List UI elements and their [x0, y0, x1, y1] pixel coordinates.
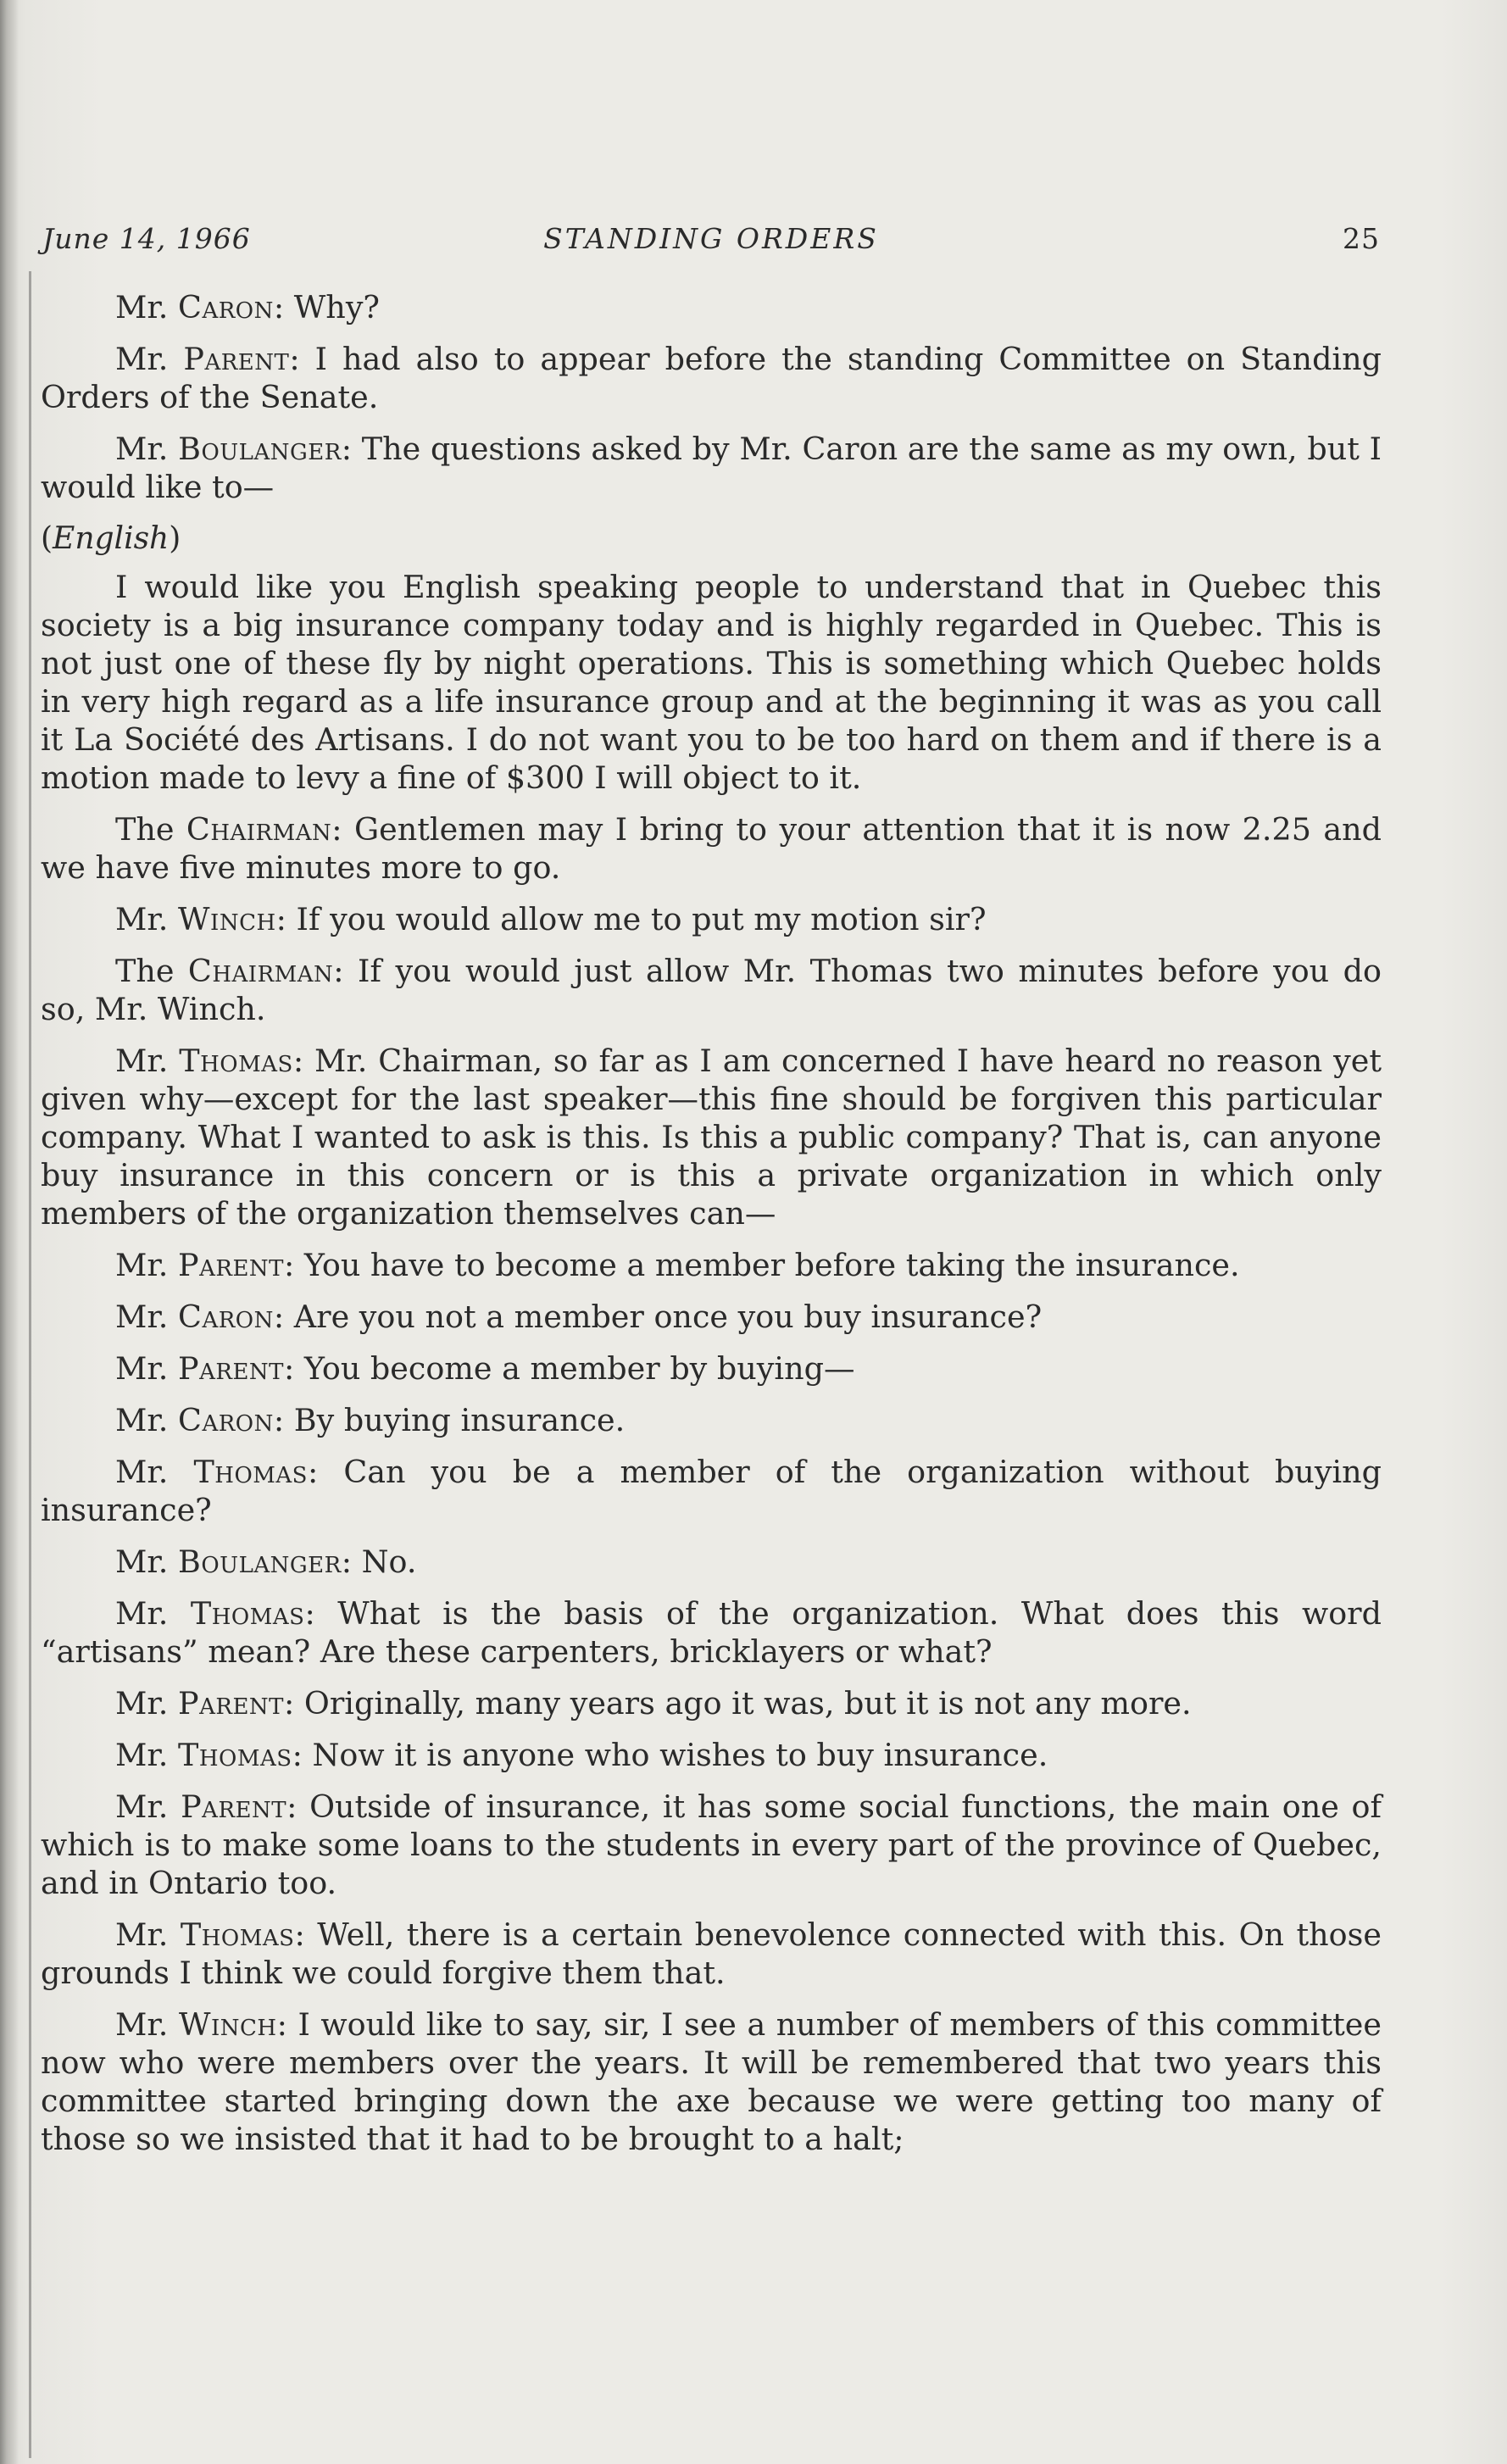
speaker-title: Mr.	[115, 341, 184, 377]
speaker-name: Parent	[178, 1247, 285, 1283]
speech-text: : If you would just allow Mr. Thomas two minutes before you do so, Mr. Winch.	[41, 953, 1382, 1027]
speaker-title: Mr.	[115, 431, 179, 467]
speaker-title: Mr.	[115, 1543, 179, 1580]
speaker-title: The	[115, 811, 186, 848]
speech-text: : No.	[341, 1543, 417, 1580]
transcript-paragraph	[41, 1594, 1382, 1671]
transcript-paragraph	[41, 1298, 1382, 1336]
transcript-paragraph	[41, 952, 1382, 1028]
transcript-paragraph	[41, 1684, 1382, 1722]
transcript-paragraph	[41, 2005, 1382, 2158]
speech-text: I would like you English speaking people to understand that in Quebec this society is a big insurance company today and is highly regarded in Quebec. This is not just one of these fly by night operations. This is something which Quebec holds in very high regard as a life insurance group and at the beginning it was as you call it La Société des Artisans. I do not want you to be too hard on them and if there is a motion made to levy a fine of $300 I will object to it.	[41, 569, 1382, 796]
speech-text: : I would like to say, sir, I see a number of members of this committee now who were members over the years. It will be remembered that two years this committee started bringing down the axe because we were getting too many of those so we insisted that it had to be brought to a halt;	[41, 2006, 1382, 2157]
speaker-title: Mr.	[115, 1402, 179, 1438]
speech-text: : I had also to appear before the standing Committee on Standing Orders of the Senate.	[41, 341, 1382, 415]
speaker-title: Mr.	[115, 1247, 179, 1283]
speaker-title: Mr.	[115, 1350, 179, 1387]
transcript-paragraph	[41, 1788, 1382, 1902]
header-title: STANDING ORDERS	[543, 222, 879, 255]
speaker-name: Parent	[181, 1788, 287, 1825]
speaker-title: Mr.	[115, 1685, 179, 1721]
speaker-name: Parent	[183, 341, 290, 377]
speaker-title: Mr.	[115, 1043, 180, 1079]
speaker-name: Chairman	[187, 953, 334, 989]
speech-text: : If you would allow me to put my motion sir?	[275, 901, 987, 937]
speaker-name: Parent	[178, 1350, 285, 1387]
speaker-title: The	[115, 953, 188, 989]
speech-text: : By buying insurance.	[273, 1402, 626, 1438]
speaker-name: Thomas	[193, 1454, 308, 1490]
speaker-title: Mr.	[115, 2006, 179, 2043]
speech-text: : Are you not a member once you buy insurance?	[273, 1299, 1043, 1335]
speech-text: : Originally, many years ago it was, but it is not any more.	[284, 1685, 1192, 1721]
transcript-paragraph	[41, 1349, 1382, 1388]
speaker-name: Winch	[178, 901, 276, 937]
speaker-name: Thomas	[179, 1043, 293, 1079]
speaker-title: Mr.	[115, 1454, 194, 1490]
speaker-name: Thomas	[178, 1737, 292, 1773]
speech-text: : Can you be a member of the organization without buying insurance?	[41, 1454, 1382, 1528]
transcript-paragraph	[41, 900, 1382, 938]
transcript-body	[41, 288, 1382, 2172]
transcript-paragraph	[41, 1453, 1382, 1529]
speaker-title: Mr.	[115, 1595, 191, 1632]
speaker-name: Chairman	[186, 811, 332, 848]
book-binding-edge	[0, 0, 19, 2464]
speaker-name: Parent	[178, 1685, 285, 1721]
transcript-paragraph	[41, 1736, 1382, 1774]
speech-text: : Why?	[273, 289, 381, 325]
speech-text: : Outside of insurance, it has some social functions, the main one of which is to make some loans to the students in every part of the province of Quebec, and in Ontario too.	[41, 1788, 1382, 1901]
binding-shadow-line	[29, 271, 31, 2458]
speech-text: : You become a member by buying—	[284, 1350, 855, 1387]
transcript-paragraph	[41, 1543, 1382, 1581]
speaker-title: Mr.	[115, 1299, 179, 1335]
transcript-paragraph	[41, 340, 1382, 416]
speaker-name: Winch	[178, 2006, 277, 2043]
transcript-paragraph	[41, 1916, 1382, 1992]
speech-text: : What is the basis of the organization. What does this word “artisans” mean? Are these carpenters, bricklayers or what?	[41, 1595, 1382, 1670]
speech-text: : Well, there is a certain benevolence connected with this. On those grounds I think we could forgive them that.	[41, 1916, 1382, 1991]
page-number: 25	[1343, 222, 1380, 255]
speaker-name: Thomas	[190, 1595, 305, 1632]
speaker-name: Caron	[178, 1402, 274, 1438]
header-date: June 14, 1966	[42, 222, 251, 255]
speaker-name: Boulanger	[178, 1543, 342, 1580]
speech-text: : Gentlemen may I bring to your attention that it is now 2.25 and we have five minutes more to go.	[41, 811, 1382, 886]
language-note: (English)	[41, 521, 181, 556]
speaker-name: Thomas	[180, 1916, 295, 1953]
transcript-paragraph	[41, 1246, 1382, 1284]
speech-text: : Now it is anyone who wishes to buy insurance.	[292, 1737, 1048, 1773]
speaker-title: Mr.	[115, 289, 179, 325]
speech-text: : The questions asked by Mr. Caron are the same as my own, but I would like to—	[41, 431, 1382, 505]
speaker-title: Mr.	[115, 1737, 179, 1773]
speaker-name: Caron	[178, 289, 274, 325]
speech-text: : Mr. Chairman, so far as I am concerned I have heard no reason yet given why—except for the last speaker—this fine should be forgiven this particular company. What I wanted to ask is this. Is this a public company? That is, can anyone buy insurance in this concern or is this a private organization in which only members of the organization themselves can—	[41, 1043, 1382, 1232]
speaker-title: Mr.	[115, 1788, 181, 1825]
transcript-paragraph	[41, 288, 1382, 326]
speaker-title: Mr.	[115, 1916, 181, 1953]
transcript-paragraph	[41, 430, 1382, 506]
running-header	[42, 222, 1380, 256]
transcript-paragraph	[41, 568, 1382, 797]
transcript-paragraph	[41, 1042, 1382, 1232]
transcript-paragraph	[41, 1401, 1382, 1439]
speech-text: : You have to become a member before taking the insurance.	[284, 1247, 1240, 1283]
speaker-name: Caron	[178, 1299, 274, 1335]
speaker-name: Boulanger	[178, 431, 342, 467]
transcript-paragraph	[41, 810, 1382, 887]
speaker-title: Mr.	[115, 901, 179, 937]
